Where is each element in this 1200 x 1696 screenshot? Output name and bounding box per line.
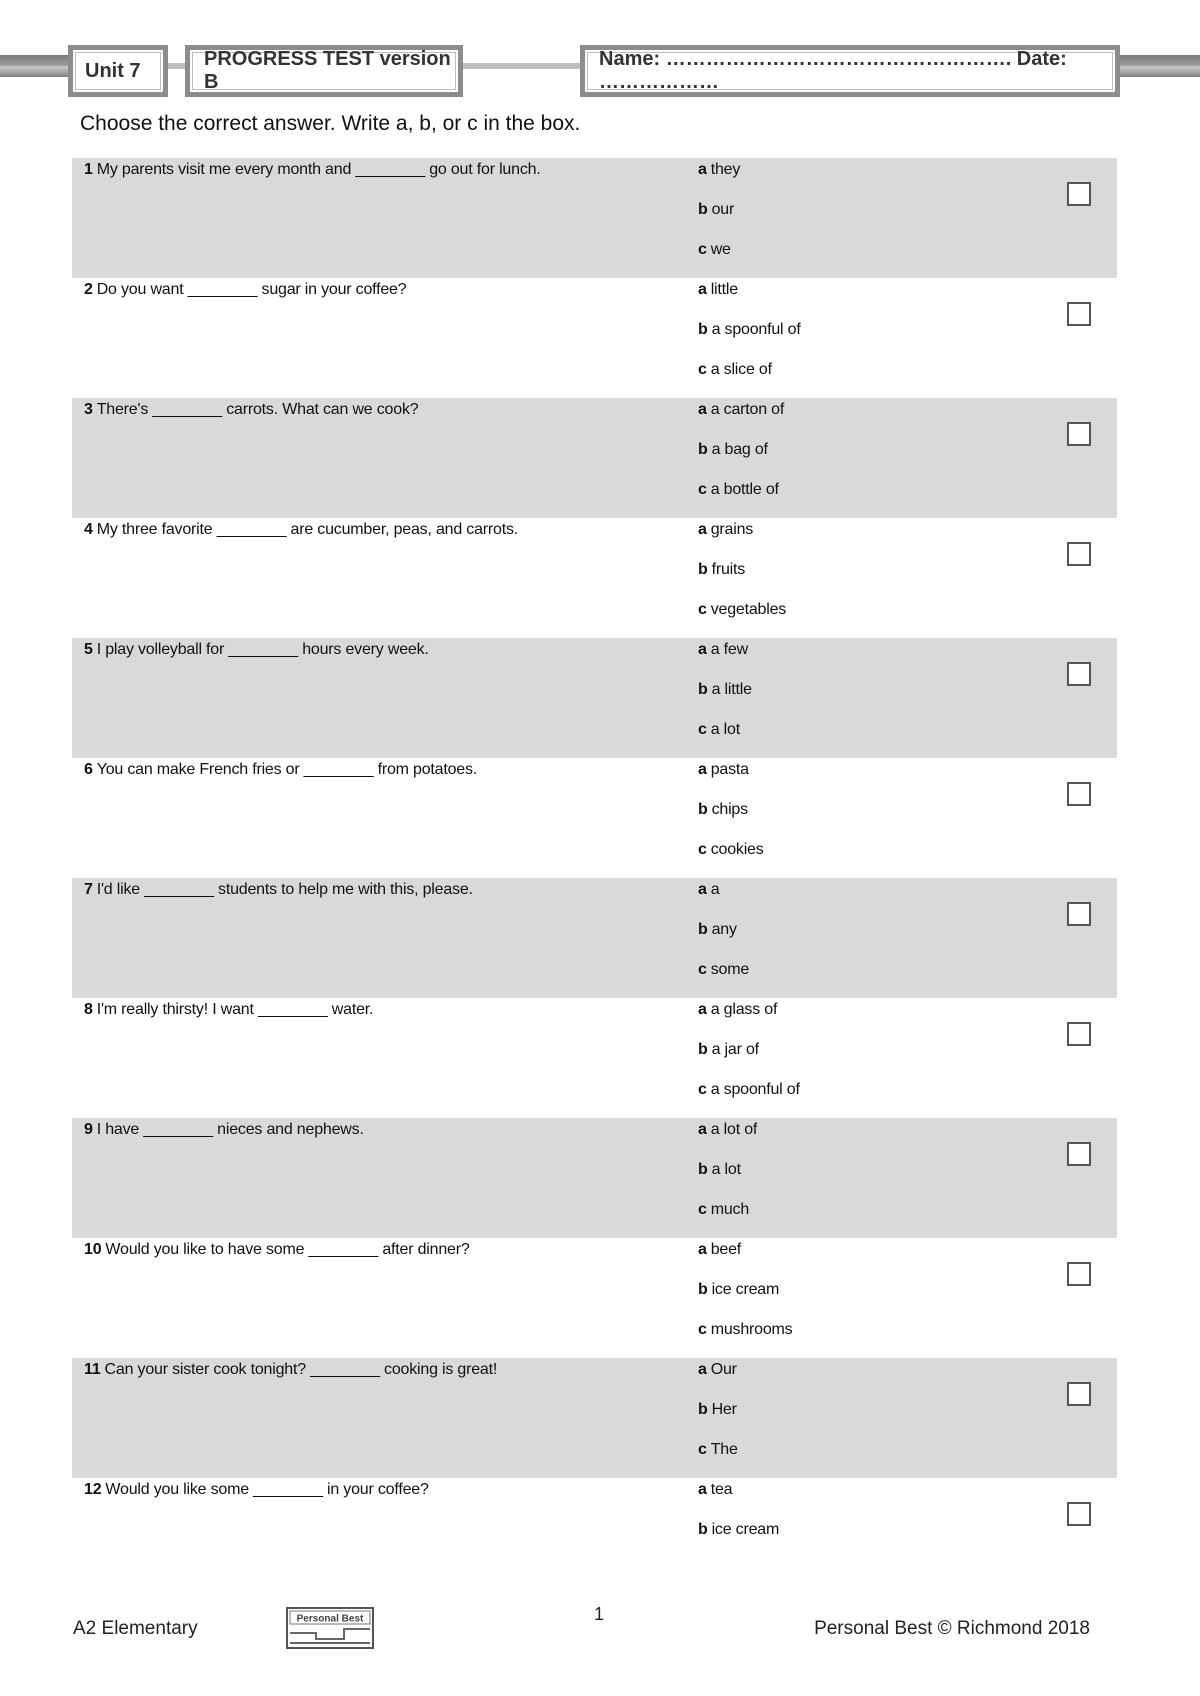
option-text: a lot xyxy=(711,1161,741,1178)
question-sentence: My parents visit me every month and ________ go out for lunch. xyxy=(96,161,541,178)
option-text: we xyxy=(710,241,731,258)
question-sentence: You can make French fries or ________ from potatoes. xyxy=(96,761,478,778)
option-text: a spoonful of xyxy=(710,1081,800,1098)
option-c xyxy=(698,721,740,739)
question-text xyxy=(84,641,429,659)
option-letter: b xyxy=(698,801,708,818)
option-letter: c xyxy=(698,1441,707,1458)
option-letter: a xyxy=(698,1001,707,1018)
option-letter: b xyxy=(698,321,708,338)
question-row xyxy=(72,278,1117,398)
name-date-field[interactable]: Name: ……………………………………………. Date: ……………… xyxy=(599,48,1067,93)
option-c xyxy=(698,241,731,259)
option-letter: a xyxy=(698,1241,707,1258)
option-b xyxy=(698,1281,779,1299)
option-text: a little xyxy=(711,681,752,698)
question-row xyxy=(72,1358,1117,1478)
question-text xyxy=(84,1361,497,1379)
answer-box[interactable] xyxy=(1067,1142,1091,1166)
question-number: 3 xyxy=(84,401,93,418)
option-letter: c xyxy=(698,241,707,258)
page-number: 1 xyxy=(594,1604,605,1624)
option-letter: a xyxy=(698,521,707,538)
question-number: 10 xyxy=(84,1241,102,1258)
question-number: 8 xyxy=(84,1001,93,1018)
option-text: Our xyxy=(710,1361,737,1378)
question-row xyxy=(72,1478,1117,1598)
option-letter: a xyxy=(698,881,707,898)
option-a xyxy=(698,1361,737,1379)
answer-box[interactable] xyxy=(1067,902,1091,926)
option-b xyxy=(698,1401,737,1419)
option-b xyxy=(698,441,768,459)
question-sentence: There's ________ carrots. What can we cook? xyxy=(96,401,419,418)
question-text xyxy=(84,881,473,899)
option-text: ice cream xyxy=(711,1521,780,1538)
option-b xyxy=(698,561,745,579)
option-letter: c xyxy=(698,1321,707,1338)
option-letter: b xyxy=(698,1401,708,1418)
question-text xyxy=(84,761,477,779)
option-letter: b xyxy=(698,921,708,938)
answer-box[interactable] xyxy=(1067,1262,1091,1286)
question-text xyxy=(84,401,418,419)
option-letter: b xyxy=(698,1281,708,1298)
option-letter: b xyxy=(698,561,708,578)
option-text: much xyxy=(710,1201,750,1218)
option-text: pasta xyxy=(710,761,749,778)
option-text: fruits xyxy=(711,561,746,578)
option-letter: c xyxy=(698,961,707,978)
option-letter: a xyxy=(698,1481,707,1498)
option-letter: c xyxy=(698,841,707,858)
option-a xyxy=(698,521,753,539)
question-number: 6 xyxy=(84,761,93,778)
question-row xyxy=(72,1118,1117,1238)
question-text xyxy=(84,1241,470,1259)
option-letter: a xyxy=(698,761,707,778)
option-c xyxy=(698,961,749,979)
option-letter: c xyxy=(698,601,707,618)
option-b xyxy=(698,321,801,339)
option-b xyxy=(698,1161,741,1179)
option-letter: a xyxy=(698,281,707,298)
option-c xyxy=(698,1441,738,1459)
question-number: 11 xyxy=(84,1361,101,1378)
option-letter: a xyxy=(698,1361,707,1378)
option-c xyxy=(698,481,779,499)
answer-box[interactable] xyxy=(1067,1022,1091,1046)
answer-box[interactable] xyxy=(1067,1382,1091,1406)
option-text: grains xyxy=(710,521,754,538)
option-a xyxy=(698,1001,777,1019)
option-text: chips xyxy=(711,801,748,818)
question-sentence: Can your sister cook tonight? ________ cooking is great! xyxy=(104,1361,498,1378)
option-text: beef xyxy=(710,1241,742,1258)
option-letter: c xyxy=(698,361,707,378)
option-text: Her xyxy=(711,1401,737,1418)
question-row xyxy=(72,758,1117,878)
option-text: they xyxy=(710,161,741,178)
option-a xyxy=(698,881,719,899)
option-letter: b xyxy=(698,681,708,698)
option-text: a glass of xyxy=(710,1001,778,1018)
option-a xyxy=(698,161,740,179)
option-letter: a xyxy=(698,401,707,418)
name-date-box xyxy=(580,45,1120,97)
question-text xyxy=(84,1481,429,1499)
answer-box[interactable] xyxy=(1067,782,1091,806)
question-number: 1 xyxy=(84,161,93,178)
option-letter: b xyxy=(698,1521,708,1538)
option-text: our xyxy=(711,201,735,218)
question-sentence: Would you like to have some ________ after dinner? xyxy=(105,1241,470,1258)
option-letter: b xyxy=(698,1041,708,1058)
option-letter: c xyxy=(698,1201,707,1218)
question-row xyxy=(72,998,1117,1118)
option-letter: c xyxy=(698,1081,707,1098)
answer-box[interactable] xyxy=(1067,1502,1091,1526)
header-band-right xyxy=(1118,55,1200,77)
option-b xyxy=(698,681,752,699)
option-b xyxy=(698,921,737,939)
option-c xyxy=(698,361,772,379)
option-letter: c xyxy=(698,481,707,498)
option-text: a slice of xyxy=(710,361,772,378)
question-row xyxy=(72,398,1117,518)
question-row xyxy=(72,158,1117,278)
question-text xyxy=(84,281,406,299)
option-text: The xyxy=(710,1441,738,1458)
option-letter: a xyxy=(698,641,707,658)
test-title: PROGRESS TEST version B xyxy=(204,48,451,93)
option-text: a carton of xyxy=(710,401,785,418)
option-c xyxy=(698,841,764,859)
logo-text: Personal Best xyxy=(296,1613,364,1625)
question-text xyxy=(84,1001,373,1019)
question-sentence: I'm really thirsty! I want ________ water. xyxy=(96,1001,374,1018)
option-a xyxy=(698,1121,757,1139)
question-number: 2 xyxy=(84,281,93,298)
option-text: a bottle of xyxy=(710,481,779,498)
answer-box[interactable] xyxy=(1067,662,1091,686)
personal-best-logo xyxy=(286,1607,374,1649)
answer-box[interactable] xyxy=(1067,182,1091,206)
question-text xyxy=(84,521,518,539)
option-b xyxy=(698,201,734,219)
option-text: ice cream xyxy=(711,1281,780,1298)
option-a xyxy=(698,1241,741,1259)
answer-box[interactable] xyxy=(1067,302,1091,326)
unit-label: Unit 7 xyxy=(85,59,141,82)
answer-box[interactable] xyxy=(1067,542,1091,566)
option-a xyxy=(698,281,738,299)
option-text: a lot of xyxy=(710,1121,758,1138)
option-text: a bag of xyxy=(711,441,768,458)
option-text: cookies xyxy=(710,841,764,858)
option-letter: a xyxy=(698,161,707,178)
header-band-left xyxy=(0,55,70,77)
question-row xyxy=(72,1238,1117,1358)
footer-copyright: Personal Best © Richmond 2018 xyxy=(814,1618,1090,1639)
question-row xyxy=(72,518,1117,638)
option-text: tea xyxy=(710,1481,733,1498)
option-text: any xyxy=(711,921,737,938)
option-letter: b xyxy=(698,1161,708,1178)
option-text: a spoonful of xyxy=(711,321,801,338)
question-sentence: Would you like some ________ in your coffee? xyxy=(105,1481,429,1498)
answer-box[interactable] xyxy=(1067,422,1091,446)
option-letter: a xyxy=(698,1121,707,1138)
option-text: a lot xyxy=(710,721,740,738)
option-text: mushrooms xyxy=(710,1321,793,1338)
question-row xyxy=(72,638,1117,758)
question-list xyxy=(72,158,1117,1598)
question-number: 5 xyxy=(84,641,93,658)
option-b xyxy=(698,1041,759,1059)
option-a xyxy=(698,1481,732,1499)
option-text: some xyxy=(710,961,750,978)
instruction-text: Choose the correct answer. Write a, b, or c in the box. xyxy=(80,112,581,135)
option-text: little xyxy=(710,281,738,298)
question-number: 4 xyxy=(84,521,93,538)
option-text: a xyxy=(710,881,720,898)
option-c xyxy=(698,1081,800,1099)
option-letter: b xyxy=(698,201,708,218)
question-sentence: I play volleyball for ________ hours every week. xyxy=(96,641,429,658)
unit-label-box xyxy=(68,45,168,97)
option-letter: b xyxy=(698,441,708,458)
question-row xyxy=(72,878,1117,998)
question-number: 7 xyxy=(84,881,93,898)
option-a xyxy=(698,761,749,779)
question-number: 12 xyxy=(84,1481,102,1498)
question-sentence: My three favorite ________ are cucumber, peas, and carrots. xyxy=(96,521,519,538)
option-a xyxy=(698,641,748,659)
question-sentence: I have ________ nieces and nephews. xyxy=(96,1121,364,1138)
question-number: 9 xyxy=(84,1121,93,1138)
option-a xyxy=(698,401,784,419)
option-text: a few xyxy=(710,641,748,658)
option-b xyxy=(698,1521,779,1539)
question-sentence: I'd like ________ students to help me with this, please. xyxy=(96,881,473,898)
question-text xyxy=(84,1121,364,1139)
option-text: a jar of xyxy=(711,1041,759,1058)
footer-level: A2 Elementary xyxy=(73,1618,198,1639)
question-sentence: Do you want ________ sugar in your coffee? xyxy=(96,281,407,298)
test-title-box xyxy=(185,45,463,97)
option-text: vegetables xyxy=(710,601,787,618)
option-c xyxy=(698,1201,749,1219)
option-c xyxy=(698,601,786,619)
option-c xyxy=(698,1321,792,1339)
option-letter: c xyxy=(698,721,707,738)
option-b xyxy=(698,801,748,819)
question-text xyxy=(84,161,541,179)
